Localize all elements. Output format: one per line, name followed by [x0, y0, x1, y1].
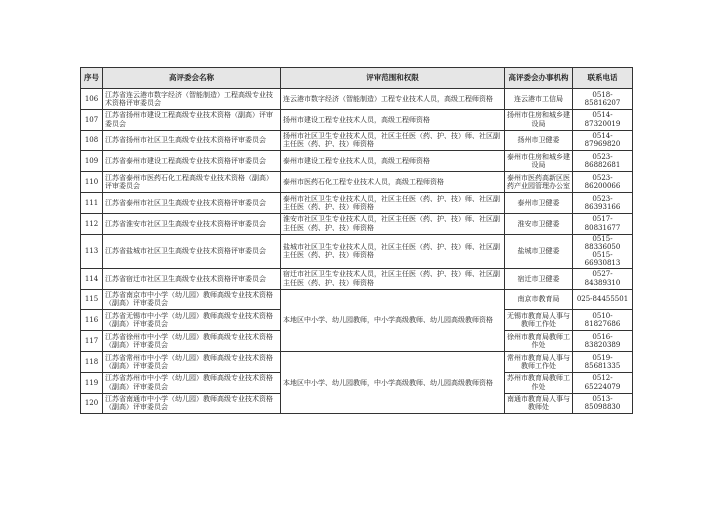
row-serial-number: 119	[81, 372, 103, 393]
row-office: 盐城市卫健委	[505, 234, 573, 268]
row-office: 泰州市住房和城乡建设局	[505, 151, 573, 172]
row-office: 苏州市教育局教师工作处	[505, 372, 573, 393]
row-phone: 0514-87320019	[573, 109, 633, 130]
merged-review-scope: 本地区中小学、幼儿园教师，中小学高级教师、幼儿园高级教师资格	[281, 351, 505, 413]
row-phone: 0523-86393166	[573, 192, 633, 213]
row-review-scope: 泰州市建设工程专业技术人员，高级工程师资格	[281, 151, 505, 172]
row-committee-name: 江苏省徐州市中小学（幼儿园）教师高级专业技术资格（副高）评审委员会	[103, 331, 281, 352]
row-serial-number: 113	[81, 234, 103, 268]
row-committee-name: 江苏省南京市中小学（幼儿园）教师高级专业技术资格（副高）评审委员会	[103, 289, 281, 310]
row-office: 常州市教育局人事与教师工作处	[505, 351, 573, 372]
table-row	[81, 89, 633, 110]
row-committee-name: 江苏省扬州市建设工程高级专业技术资格（副高）评审委员会	[103, 109, 281, 130]
table-header-row	[81, 68, 633, 89]
row-phone: 0517-80831677	[573, 213, 633, 234]
row-committee-name: 江苏省常州市中小学（幼儿园）教师高级专业技术资格（副高）评审委员会	[103, 351, 281, 372]
table-row	[81, 234, 633, 268]
row-office: 扬州市卫健委	[505, 130, 573, 151]
row-serial-number: 110	[81, 172, 103, 193]
row-committee-name: 江苏省苏州市中小学（幼儿园）教师高级专业技术资格（副高）评审委员会	[103, 372, 281, 393]
header-office: 高评委会办事机构	[505, 68, 573, 89]
row-phone: 0519-85681335	[573, 351, 633, 372]
row-phone: 0510-81827686	[573, 310, 633, 331]
row-phone: 0514-87969820	[573, 130, 633, 151]
row-committee-name: 江苏省泰州市医药石化工程高级专业技术资格（副高）评审委员会	[103, 172, 281, 193]
table-row	[81, 109, 633, 130]
row-review-scope: 扬州市建设工程专业技术人员，高级工程师资格	[281, 109, 505, 130]
table-row	[81, 268, 633, 289]
row-phone: 0523-86200066	[573, 172, 633, 193]
merged-review-scope: 本地区中小学、幼儿园教师，中小学高级教师、幼儿园高级教师资格	[281, 289, 505, 351]
header-phone: 联系电话	[573, 68, 633, 89]
row-review-scope: 泰州市社区卫生专业技术人员，社区主任医（药、护、技）师、社区副主任医（药、护、技）师资格	[281, 192, 505, 213]
row-committee-name: 江苏省宿迁市社区卫生高级专业技术资格评审委员会	[103, 268, 281, 289]
row-serial-number: 114	[81, 268, 103, 289]
row-phone: 0512-65224079	[573, 372, 633, 393]
row-serial-number: 118	[81, 351, 103, 372]
row-serial-number: 111	[81, 192, 103, 213]
row-phone: 025-84455501	[573, 289, 633, 310]
row-committee-name: 江苏省淮安市社区卫生高级专业技术资格评审委员会	[103, 213, 281, 234]
row-review-scope: 连云港市数字经济（智能制造）工程专业技术人员，高级工程师资格	[281, 89, 505, 110]
row-office: 南通市教育局人事与教师处	[505, 393, 573, 414]
row-review-scope: 泰州市医药石化工程专业技术人员，高级工程师资格	[281, 172, 505, 193]
row-office: 扬州市住房和城乡建设局	[505, 109, 573, 130]
header-serial-number: 序号	[81, 68, 103, 89]
row-serial-number: 116	[81, 310, 103, 331]
row-office: 泰州市医药高新区医药产业园管理办公室	[505, 172, 573, 193]
row-committee-name: 江苏省连云港市数字经济（智能制造）工程高级专业技术资格评审委员会	[103, 89, 281, 110]
row-office: 连云港市工信局	[505, 89, 573, 110]
row-serial-number: 106	[81, 89, 103, 110]
row-committee-name: 江苏省盐城市社区卫生高级专业技术资格评审委员会	[103, 234, 281, 268]
row-review-scope: 淮安市社区卫生专业技术人员，社区主任医（药、护、技）师、社区副主任医（药、护、技）师资格	[281, 213, 505, 234]
row-review-scope: 宿迁市社区卫生专业技术人员，社区主任医（药、护、技）师、社区副主任医（药、护、技）师资格	[281, 268, 505, 289]
row-office: 南京市教育局	[505, 289, 573, 310]
row-phone: 0527-84389310	[573, 268, 633, 289]
table-row	[81, 192, 633, 213]
row-office: 徐州市教育局教师工作处	[505, 331, 573, 352]
table-row	[81, 172, 633, 193]
table-row	[81, 351, 633, 372]
header-review-scope: 评审范围和权限	[281, 68, 505, 89]
row-committee-name: 江苏省泰州市社区卫生高级专业技术资格评审委员会	[103, 192, 281, 213]
table-row	[81, 213, 633, 234]
row-serial-number: 107	[81, 109, 103, 130]
row-committee-name: 江苏省无锡市中小学（幼儿园）教师高级专业技术资格（副高）评审委员会	[103, 310, 281, 331]
header-committee-name: 高评委会名称	[103, 68, 281, 89]
row-office: 淮安市卫健委	[505, 213, 573, 234]
row-office: 泰州市卫健委	[505, 192, 573, 213]
row-serial-number: 108	[81, 130, 103, 151]
row-serial-number: 120	[81, 393, 103, 414]
row-committee-name: 江苏省泰州市建设工程高级专业技术资格评审委员会	[103, 151, 281, 172]
row-phone: 0518-85816207	[573, 89, 633, 110]
row-serial-number: 109	[81, 151, 103, 172]
row-phone: 0515-88336050 0515-66930813	[573, 234, 633, 268]
table-row	[81, 151, 633, 172]
row-serial-number: 117	[81, 331, 103, 352]
row-phone: 0516-83820389	[573, 331, 633, 352]
row-serial-number: 115	[81, 289, 103, 310]
row-office: 宿迁市卫健委	[505, 268, 573, 289]
row-phone: 0513-85098830	[573, 393, 633, 414]
row-serial-number: 112	[81, 213, 103, 234]
row-review-scope: 盐城市社区卫生专业技术人员，社区主任医（药、护、技）师、社区副主任医（药、护、技）师资格	[281, 234, 505, 268]
table-row	[81, 130, 633, 151]
row-office: 无锡市教育局人事与教师工作处	[505, 310, 573, 331]
row-phone: 0523-86882681	[573, 151, 633, 172]
row-review-scope: 扬州市社区卫生专业技术人员，社区主任医（药、护、技）师、社区副主任医（药、护、技）师资格	[281, 130, 505, 151]
committee-table	[80, 67, 633, 414]
row-committee-name: 江苏省南通市中小学（幼儿园）教师高级专业技术资格（副高）评审委员会	[103, 393, 281, 414]
table-row	[81, 289, 633, 310]
row-committee-name: 江苏省扬州市社区卫生高级专业技术资格评审委员会	[103, 130, 281, 151]
